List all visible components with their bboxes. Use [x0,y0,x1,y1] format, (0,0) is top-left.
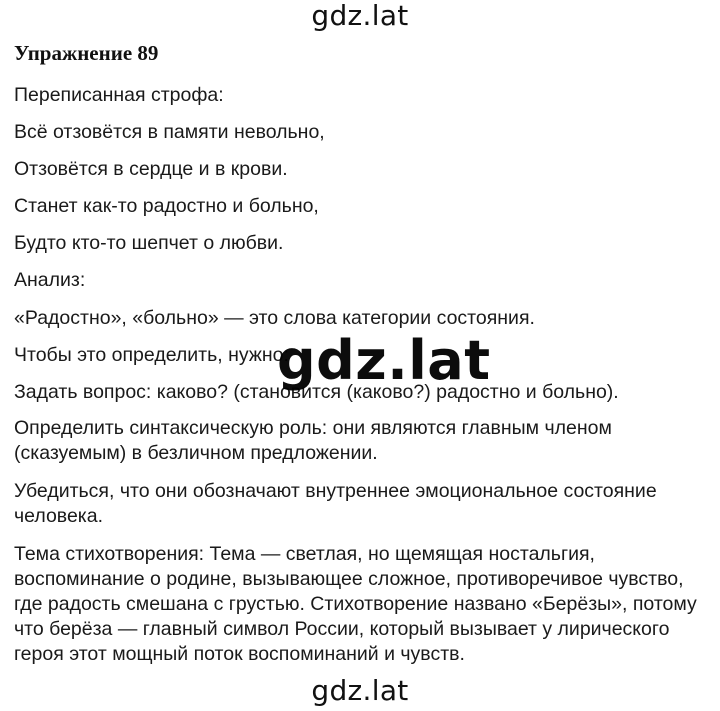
analysis-step-1: Задать вопрос: каково? (становится (каково?) радостно и больно). [14,381,619,403]
analysis-intro: Чтобы это определить, нужно: [14,344,289,366]
label-rewritten-stanza: Переписанная строфа: [14,84,224,106]
poem-line-3: Станет как-то радостно и больно, [14,195,319,217]
watermark-center: gdz.lat [277,329,491,392]
watermark-footer: gdz.lat [311,674,409,707]
poem-line-4: Будто кто-то шепчет о любви. [14,232,284,254]
label-analysis: Анализ: [14,269,86,291]
watermark-header: gdz.lat [311,0,409,32]
poem-theme-paragraph: Тема стихотворения: Тема — светлая, но щемящая ностальгия, воспоминание о родине, вызывающее сложное, противоречивое чувство, где радость смешана с грустью. Стихотворение названо «Берёзы», потому что берёза — главный символ России, который вызывает у лирического героя этот мощный поток воспоминаний и чувств. [14,543,697,665]
poem-line-1: Всё отзовётся в памяти невольно, [14,121,325,143]
analysis-step-2: Определить синтаксическую роль: они являются главным членом (сказуемым) в безличном предложении. [14,417,612,464]
analysis-step-3: Убедиться, что они обозначают внутреннее эмоциональное состояние человека. [14,480,657,527]
poem-line-2: Отзовётся в сердце и в крови. [14,158,288,180]
analysis-statement: «Радостно», «больно» — это слова категории состояния. [14,307,535,329]
exercise-title: Упражнение 89 [14,41,159,65]
